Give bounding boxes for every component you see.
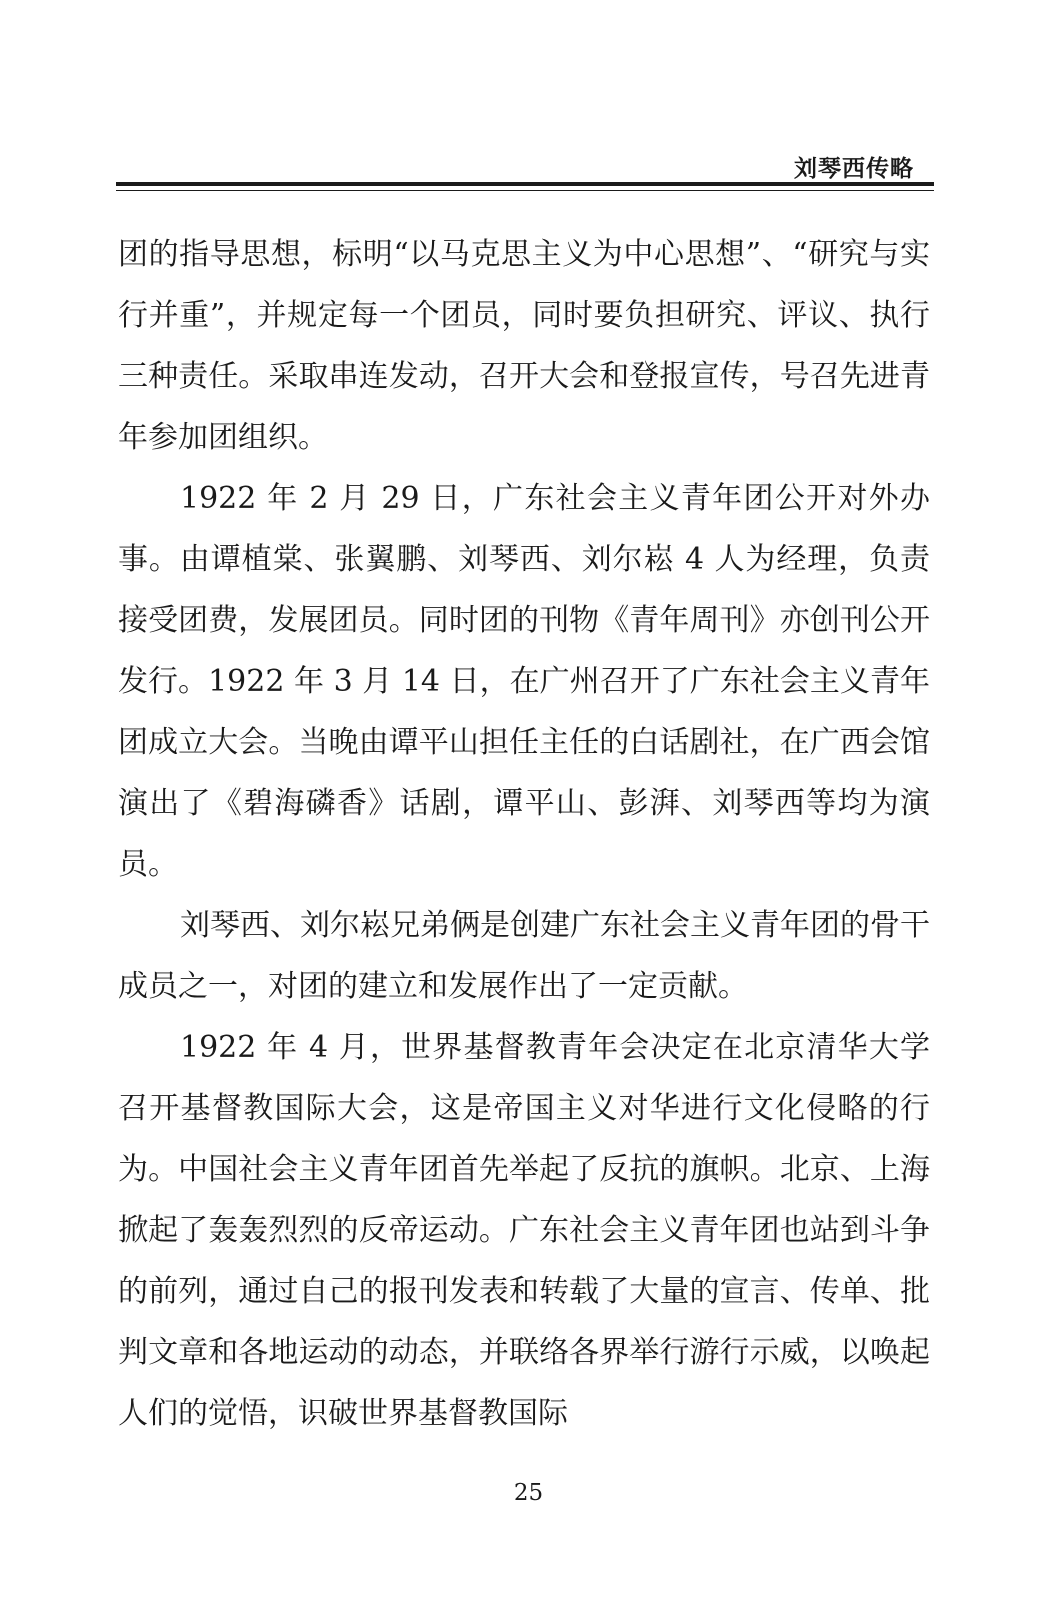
- header-rule-thick: [116, 182, 934, 186]
- page-number: 25: [513, 1480, 544, 1506]
- running-header-title: 刘琴西传略: [794, 156, 914, 182]
- body-text: [118, 224, 930, 1444]
- paragraph-1: 团的指导思想，标明“以马克思主义为中心思想”、“研究与实行并重”，并规定每一个团员，同时要负担研究、评议、执行三种责任。采取串连发动，召开大会和登报宣传，号召先进青年参加团组织。: [118, 237, 930, 455]
- paragraph-2: 1922 年 2 月 29 日，广东社会主义青年团公开对外办事。由谭植棠、张翼鹏、刘琴西、刘尔崧 4 人为经理，负责接受团费，发展团员。同时团的刊物《青年周刊》亦创刊公开发行。1922 年 3 月 14 日，在广州召开了广东社会主义青年团成立大会。当晚由谭平山担任主任的白话剧社，在广西会馆演出了《碧海磷香》话剧，谭平山、彭湃、刘琴西等均为演员。: [118, 481, 930, 882]
- paragraph-3: 刘琴西、刘尔崧兄弟俩是创建广东社会主义青年团的骨干成员之一，对团的建立和发展作出了一定贡献。: [118, 908, 930, 1004]
- header-rule-thin: [116, 190, 934, 191]
- paragraph-4: 1922 年 4 月，世界基督教青年会决定在北京清华大学召开基督教国际大会，这是帝国主义对华进行文化侵略的行为。中国社会主义青年团首先举起了反抗的旗帜。北京、上海掀起了轰轰烈烈的反帝运动。广东社会主义青年团也站到斗争的前列，通过自己的报刊发表和转载了大量的宣言、传单、批判文章和各地运动的动态，并联络各界举行游行示威，以唤起人们的觉悟，识破世界基督教国际: [118, 1030, 930, 1431]
